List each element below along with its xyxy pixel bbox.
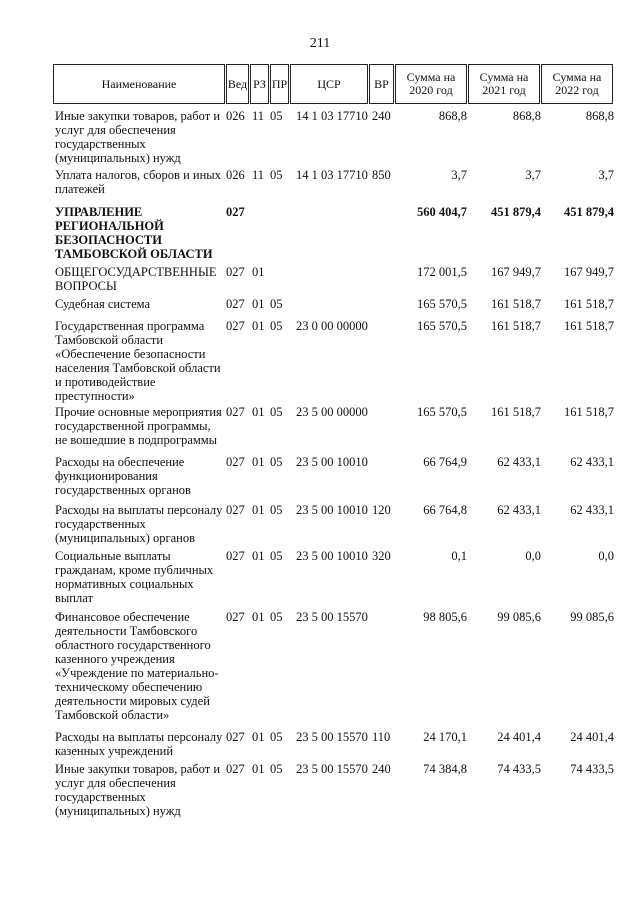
row-csr: 23 5 00 10010 (296, 503, 368, 517)
row-pr: 05 (270, 319, 283, 333)
row-pr: 05 (270, 610, 283, 624)
row-sum-2022: 868,8 (585, 109, 614, 123)
row-ved: 027 (226, 503, 245, 517)
row-rz: 01 (252, 730, 265, 744)
row-name: Социальные выплаты гражданам, кроме публичных нормативных социальных выплат (55, 549, 214, 605)
page-number: 211 (309, 36, 331, 51)
row-vr: 320 (372, 549, 391, 563)
row-sum-2021: 868,8 (512, 109, 541, 123)
row-sum-2020: 560 404,7 (417, 205, 467, 219)
row-name: Судебная система (55, 297, 151, 311)
row-sum-2020: 66 764,8 (423, 503, 467, 517)
header-sum-2021: Сумма на 2021 год (468, 64, 540, 104)
row-ved: 027 (226, 297, 245, 311)
row-pr: 05 (270, 297, 283, 311)
row-sum-2020: 165 570,5 (417, 319, 467, 333)
header-sum-2020: Сумма на 2020 год (395, 64, 467, 104)
header-sum-2022: Сумма на 2022 год (541, 64, 613, 104)
row-sum-2022: 0,0 (598, 549, 614, 563)
row-name: Расходы на выплаты персоналу государственных (муниципальных) органов (55, 503, 223, 545)
row-csr: 23 5 00 15570 (296, 762, 368, 776)
row-ved: 027 (226, 762, 245, 776)
row-ved: 027 (226, 455, 245, 469)
row-sum-2022: 3,7 (598, 168, 614, 182)
row-csr: 14 1 03 17710 (296, 109, 368, 123)
row-csr: 23 5 00 15570 (296, 730, 368, 744)
row-sum-2021: 167 949,7 (491, 265, 541, 279)
row-rz: 11 (252, 168, 265, 182)
row-sum-2021: 62 433,1 (497, 503, 541, 517)
row-sum-2021: 0,0 (525, 549, 541, 563)
row-rz: 01 (252, 503, 265, 517)
row-sum-2021: 74 433,5 (497, 762, 541, 776)
row-sum-2022: 451 879,4 (564, 205, 614, 219)
row-name: Уплата налогов, сборов и иных платежей (55, 168, 221, 196)
row-rz: 01 (252, 549, 265, 563)
row-sum-2021: 161 518,7 (491, 319, 541, 333)
row-sum-2022: 62 433,1 (570, 455, 614, 469)
row-vr: 110 (372, 730, 391, 744)
row-pr: 05 (270, 762, 283, 776)
row-sum-2020: 74 384,8 (423, 762, 467, 776)
header-rz: РЗ (250, 64, 269, 104)
row-sum-2020: 98 805,6 (423, 610, 467, 624)
row-sum-2021: 161 518,7 (491, 297, 541, 311)
row-pr: 05 (270, 109, 283, 123)
row-name: Иные закупки товаров, работ и услуг для обеспечения государственных (муниципальных) нужд (55, 762, 221, 818)
row-pr: 05 (270, 455, 283, 469)
row-sum-2020: 24 170,1 (423, 730, 467, 744)
row-name: Иные закупки товаров, работ и услуг для обеспечения государственных (муниципальных) нужд (55, 109, 221, 165)
row-rz: 01 (252, 405, 265, 419)
row-rz: 01 (252, 319, 265, 333)
row-name: Расходы на выплаты персоналу казенных учреждений (55, 730, 223, 758)
row-ved: 027 (226, 610, 245, 624)
row-name: УПРАВЛЕНИЕ РЕГИОНАЛЬНОЙ БЕЗОПАСНОСТИ ТАМБОВСКОЙ ОБЛАСТИ (55, 205, 213, 261)
row-sum-2020: 0,1 (451, 549, 467, 563)
row-sum-2020: 66 764,9 (423, 455, 467, 469)
header-name: Наименование (53, 64, 225, 104)
row-sum-2020: 172 001,5 (417, 265, 467, 279)
row-sum-2020: 3,7 (451, 168, 467, 182)
row-sum-2022: 24 401,4 (570, 730, 614, 744)
row-ved: 026 (226, 168, 245, 182)
row-ved: 027 (226, 730, 245, 744)
row-sum-2020: 165 570,5 (417, 405, 467, 419)
row-ved: 027 (226, 265, 245, 279)
row-name: ОБЩЕГОСУДАРСТВЕННЫЕ ВОПРОСЫ (55, 265, 217, 293)
row-vr: 850 (372, 168, 391, 182)
row-sum-2022: 99 085,6 (570, 610, 614, 624)
header-csr: ЦСР (290, 64, 368, 104)
header-ved: Вед (226, 64, 249, 104)
row-csr: 23 5 00 00000 (296, 405, 368, 419)
row-name: Расходы на обеспечение функционирования государственных органов (55, 455, 191, 497)
row-name: Государственная программа Тамбовской области «Обеспечение безопасности населения Тамбовской области и противодействие преступности» (55, 319, 221, 403)
row-csr: 23 5 00 10010 (296, 549, 368, 563)
row-sum-2021: 62 433,1 (497, 455, 541, 469)
row-csr: 23 5 00 10010 (296, 455, 368, 469)
header-pr: ПР (270, 64, 289, 104)
row-vr: 240 (372, 109, 391, 123)
row-sum-2022: 62 433,1 (570, 503, 614, 517)
row-sum-2020: 165 570,5 (417, 297, 467, 311)
row-sum-2022: 161 518,7 (564, 405, 614, 419)
row-ved: 027 (226, 205, 245, 219)
row-sum-2022: 167 949,7 (564, 265, 614, 279)
row-ved: 027 (226, 319, 245, 333)
row-name: Прочие основные мероприятия государственной программы, не вошедшие в подпрограммы (55, 405, 222, 447)
row-pr: 05 (270, 405, 283, 419)
row-rz: 11 (252, 109, 265, 123)
row-name: Финансовое обеспечение деятельности Тамбовского областного государственного казенного учреждения «Учреждение по материально-техническому обеспечению деятельности мировых судей Тамбовской области» (55, 610, 219, 722)
row-csr: 23 0 00 00000 (296, 319, 368, 333)
row-vr: 240 (372, 762, 391, 776)
row-rz: 01 (252, 610, 265, 624)
row-sum-2022: 161 518,7 (564, 297, 614, 311)
row-csr: 14 1 03 17710 (296, 168, 368, 182)
row-sum-2021: 161 518,7 (491, 405, 541, 419)
row-pr: 05 (270, 730, 283, 744)
row-ved: 027 (226, 549, 245, 563)
row-ved: 026 (226, 109, 245, 123)
row-sum-2022: 161 518,7 (564, 319, 614, 333)
row-pr: 05 (270, 168, 283, 182)
row-rz: 01 (252, 297, 265, 311)
row-sum-2021: 24 401,4 (497, 730, 541, 744)
row-sum-2022: 74 433,5 (570, 762, 614, 776)
row-ved: 027 (226, 405, 245, 419)
row-rz: 01 (252, 762, 265, 776)
row-pr: 05 (270, 549, 283, 563)
row-sum-2021: 451 879,4 (491, 205, 541, 219)
row-rz: 01 (252, 455, 265, 469)
row-sum-2021: 3,7 (525, 168, 541, 182)
row-sum-2021: 99 085,6 (497, 610, 541, 624)
row-vr: 120 (372, 503, 391, 517)
row-pr: 05 (270, 503, 283, 517)
row-sum-2020: 868,8 (438, 109, 467, 123)
row-csr: 23 5 00 15570 (296, 610, 368, 624)
row-rz: 01 (252, 265, 265, 279)
header-vr: ВР (369, 64, 394, 104)
